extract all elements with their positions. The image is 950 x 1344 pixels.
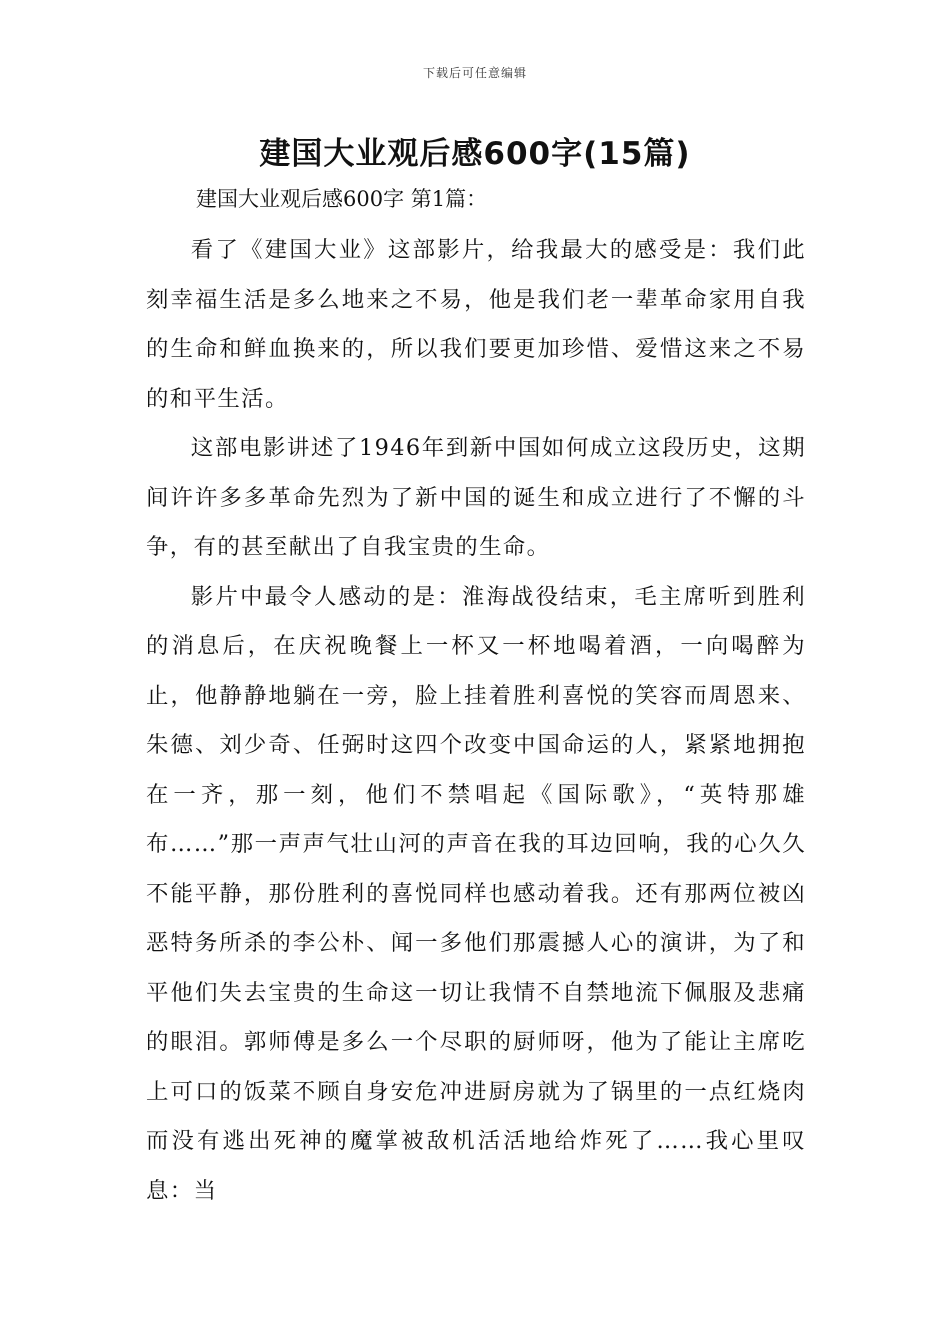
section-heading: 建国大业观后感600字 第1篇：	[196, 187, 488, 211]
paragraph-1: 看了《建国大业》这部影片，给我最大的感受是：我们此刻幸福生活是多么地来之不易，他是我们老一辈革命家用自我的生命和鲜血换来的，所以我们要更加珍惜、爱惜这来之不易的和平生活。	[146, 237, 806, 412]
paragraph-3: 影片中最令人感动的是：淮海战役结束，毛主席听到胜利的消息后，在庆祝晚餐上一杯又一杯地喝着酒，一向喝醉为止，他静静地躺在一旁，脸上挂着胜利喜悦的笑容而周恩来、朱德、刘少奇、任弼时这四个改变中国命运的人，紧紧地拥抱在一齐，那一刻，他们不禁唱起《国际歌》，“英特那雄布……”那一声声气壮山河的声音在我的耳边回响，我的心久久不能平静，那份胜利的喜悦同样也感动着我。还有那两位被凶恶特务所杀的李公朴、闻一多他们那震撼人心的演讲，为了和平他们失去宝贵的生命这一切让我情不自禁地流下佩服及悲痛的眼泪。郭师傅是多么一个尽职的厨师呀，他为了能让主席吃上可口的饭菜不顾自身安危冲进厨房就为了锅里的一点红烧肉而没有逃出死神的魔掌被敌机活活地给炸死了……我心里叹息：当	[146, 583, 806, 1204]
header-note: 下载后可任意编辑	[422, 66, 527, 80]
body-text	[146, 226, 806, 1216]
paragraph-2: 这部电影讲述了1946年到新中国如何成立这段历史，这期间许许多多革命先烈为了新中国的诞生和成立进行了不懈的斗争，有的甚至献出了自我宝贵的生命。	[146, 435, 806, 560]
document-title: 建国大业观后感600字(15篇)	[259, 136, 691, 172]
